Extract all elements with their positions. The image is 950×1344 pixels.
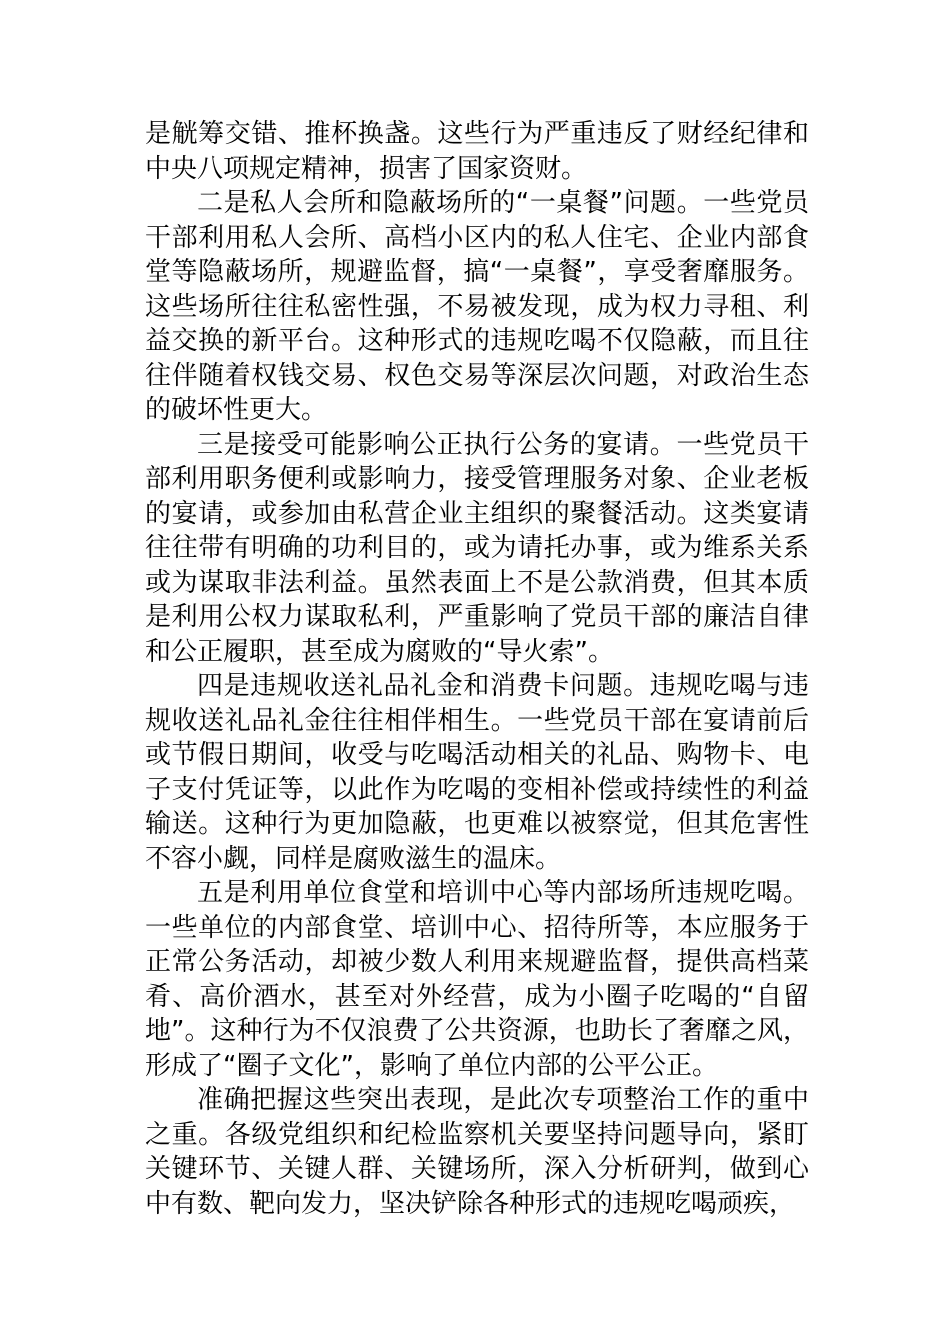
paragraph-continuation: 是觥筹交错、推杯换盏。这些行为严重违反了财经纪律和中央八项规定精神，损害了国家资财。: [145, 119, 809, 184]
paragraph-accepting-banquets: 三是接受可能影响公正执行公务的宴请。一些党员干部利用职务便利或影响力，接受管理服务对象、企业老板的宴请，或参加由私营企业主组织的聚餐活动。这类宴请往往带有明确的功利目的，或为请托办事，或为维系关系或为谋取非法利益。虽然表面上不是公款消费，但其本质是利用公权力谋取私利，严重影响了党员干部的廉洁自律和公正履职，甚至成为腐败的“导火索”。: [145, 429, 809, 667]
paragraph-private-club-meals: 二是私人会所和隐蔽场所的“一桌餐”问题。一些党员干部利用私人会所、高档小区内的私人住宅、企业内部食堂等隐蔽场所，规避监督，搞“一桌餐”，享受奢靡服务。这些场所往往私密性强，不易被发现，成为权力寻租、利益交换的新平台。这种形式的违规吃喝不仅隐蔽，而且往往伴随着权钱交易、权色交易等深层次问题，对政治生态的破坏性更大。: [145, 188, 809, 425]
paragraph-gifts-and-cards: 四是违规收送礼品礼金和消费卡问题。违规吃喝与违规收送礼品礼金往往相伴相生。一些党员干部在宴请前后或节假日期间，收受与吃喝活动相关的礼品、购物卡、电子支付凭证等，以此作为吃喝的变相补偿或持续性的利益输送。这种行为更加隐蔽，也更难以被察觉，但其危害性不容小觑，同样是腐败滋生的温床。: [145, 671, 809, 874]
document-body: [145, 117, 809, 1221]
paragraph-conclusion: 准确把握这些突出表现，是此次专项整治工作的重中之重。各级党组织和纪检监察机关要坚持问题导向，紧盯关键环节、关键人群、关键场所，深入分析研判，做到心中有数、靶向发力，坚决铲除各种形式的违规吃喝顽疾，: [145, 1085, 809, 1219]
paragraph-internal-canteens: 五是利用单位食堂和培训中心等内部场所违规吃喝。一些单位的内部食堂、培训中心、招待所等，本应服务于正常公务活动，却被少数人利用来规避监督，提供高档菜肴、高价酒水，甚至对外经营，成为小圈子吃喝的“自留地”。这种行为不仅浪费了公共资源，也助长了奢靡之风，形成了“圈子文化”，影响了单位内部的公平公正。: [145, 878, 809, 1081]
